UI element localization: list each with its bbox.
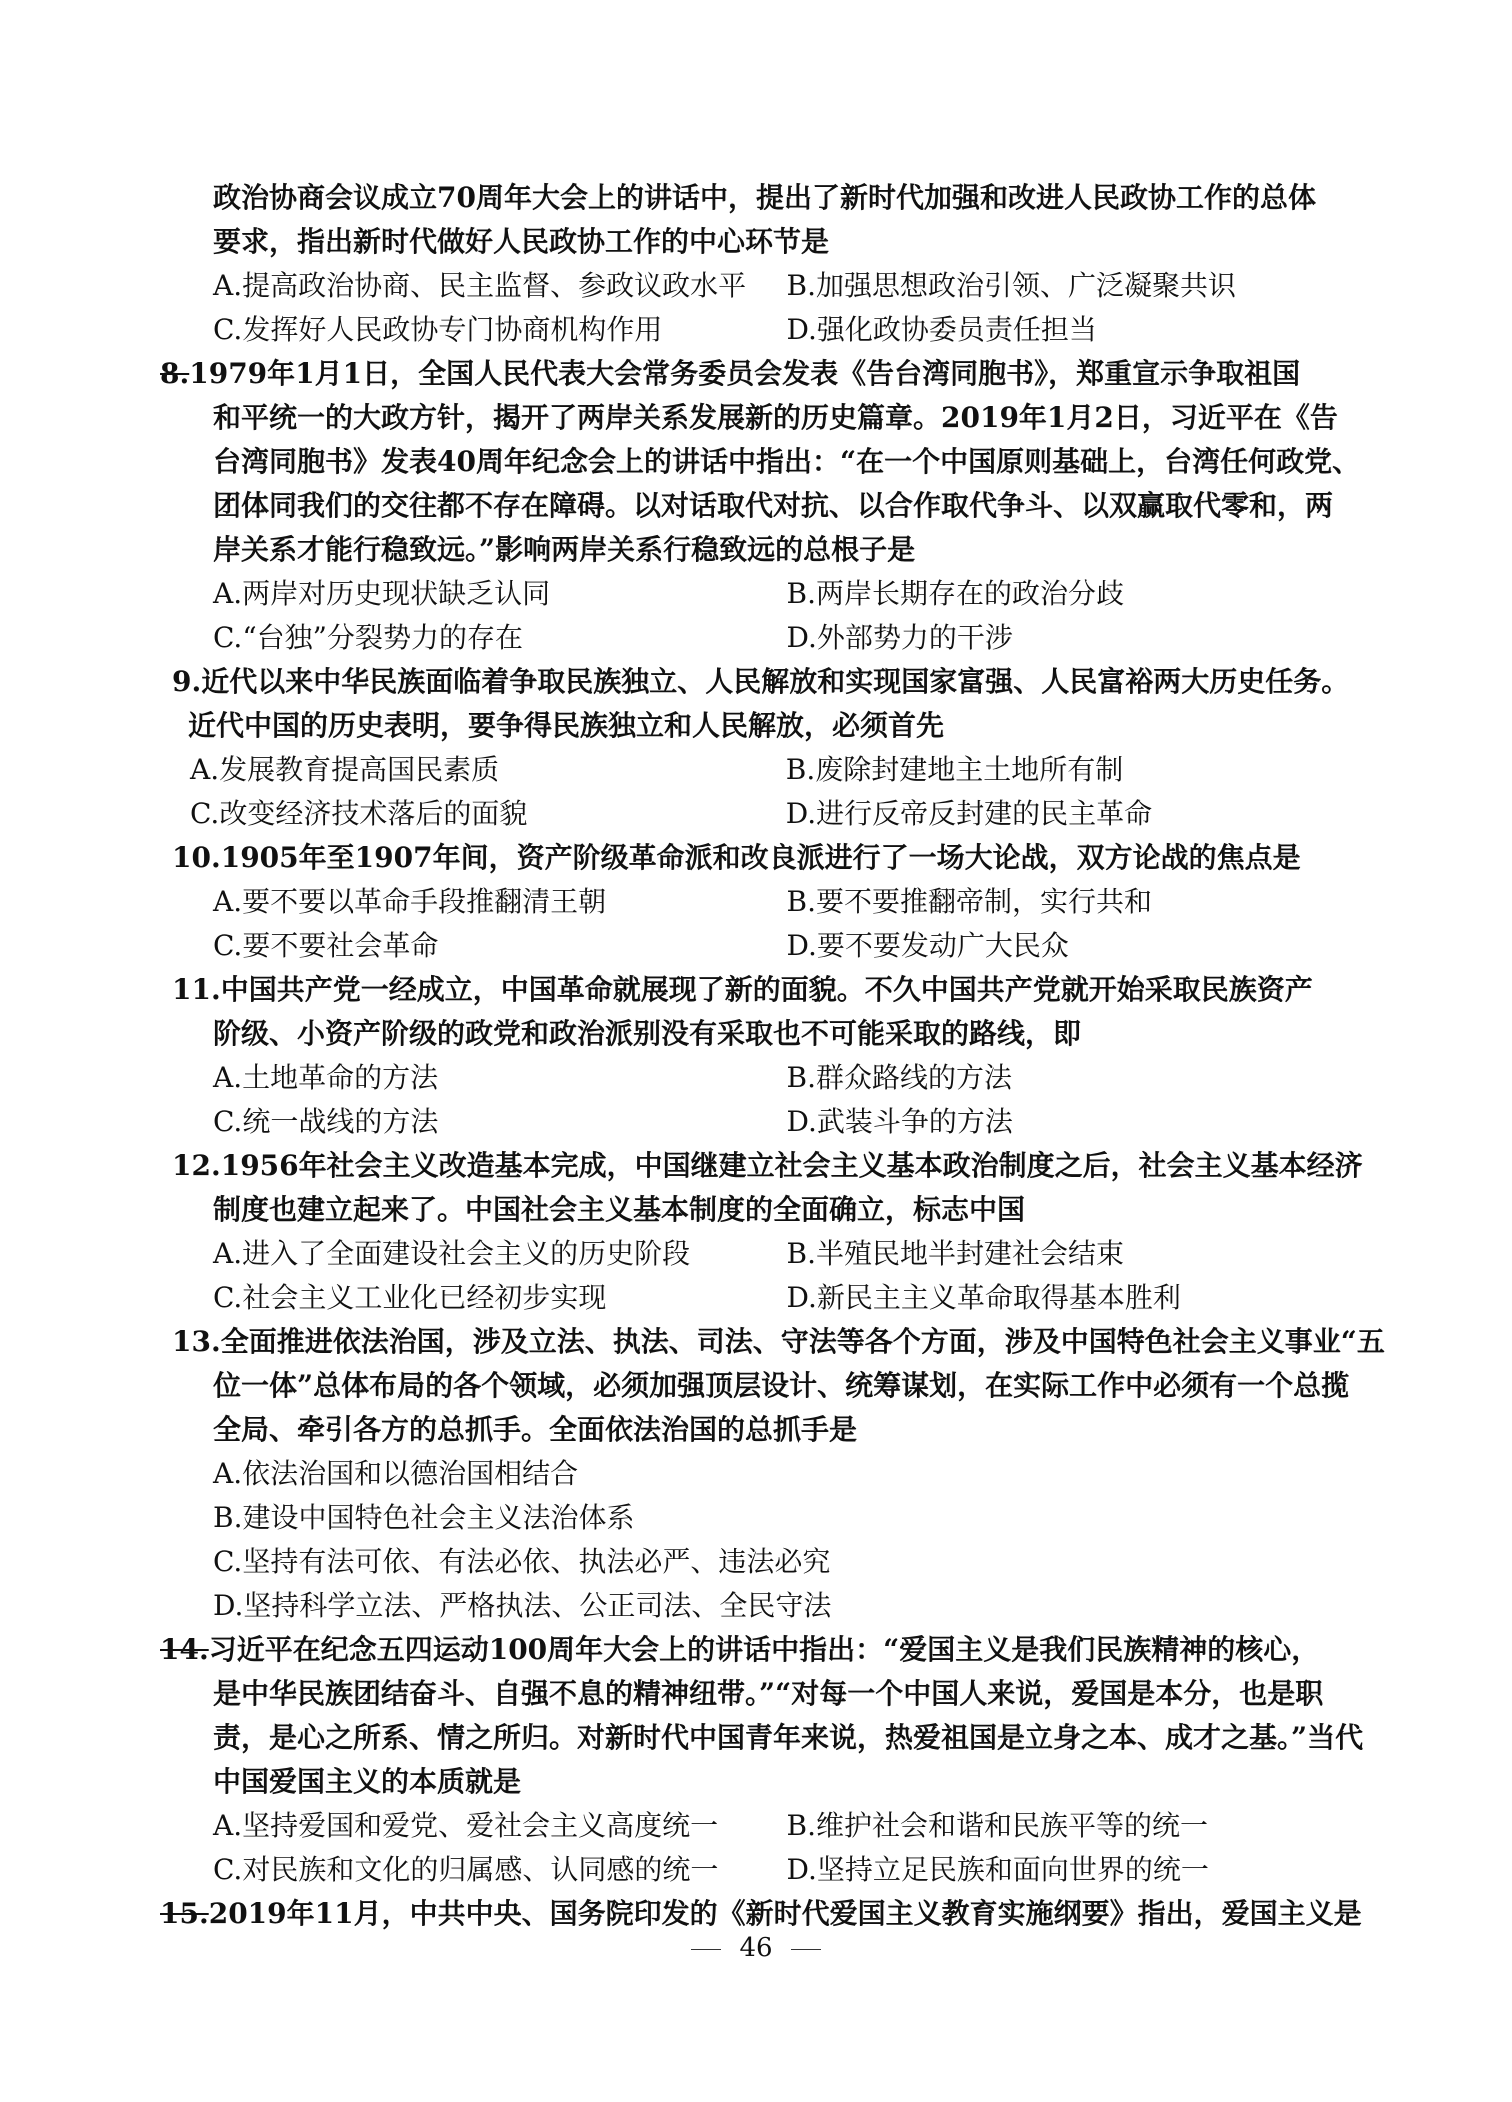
stem-line: 政治协商会议成立70周年大会上的讲话中，提出了新时代加强和改进人民政协工作的总体 — [213, 181, 1316, 214]
questions-content — [160, 176, 1385, 1936]
options-row — [160, 572, 1360, 616]
footer-dash-left — [691, 1949, 721, 1950]
stem-line — [160, 968, 1360, 1012]
stem-line: 是中华民族团结奋斗、自强不息的精神纽带。”“对每一个中国人来说，爱国是本分，也是职 — [213, 1677, 1324, 1710]
options-row — [160, 1848, 1360, 1892]
stem-line — [160, 1144, 1363, 1188]
question-11 — [160, 968, 1360, 1144]
page-footer — [0, 1928, 1512, 1968]
option-d: D.新民主主义革命取得基本胜利 — [786, 1281, 1181, 1314]
question-number: 9. — [172, 665, 202, 698]
option-b: B.群众路线的方法 — [786, 1061, 1012, 1094]
question-number: 10. — [172, 841, 221, 874]
stem-line — [160, 1320, 1385, 1364]
stem-line: 责，是心之所系、情之所归。对新时代中国青年来说，热爱祖国是立身之本、成才之基。”当代 — [213, 1721, 1364, 1754]
option-d: D.强化政协委员责任担当 — [786, 313, 1097, 346]
option-d: D.进行反帝反封建的民主革命 — [785, 797, 1153, 830]
stem-line: 制度也建立起来了。中国社会主义基本制度的全面确立，标志中国 — [213, 1193, 1026, 1226]
option-a: A.进入了全面建设社会主义的历史阶段 — [213, 1237, 691, 1270]
stem-line — [160, 836, 1360, 880]
option-c: C.对民族和文化的归属感、认同感的统一 — [213, 1853, 719, 1886]
stem-text: 1905年至1907年间，资产阶级革命派和改良派进行了一场大论战，双方论战的焦点是 — [220, 841, 1301, 874]
options-row — [160, 924, 1360, 968]
stem-line: 位一体”总体布局的各个领域，必须加强顶层设计、统筹谋划，在实际工作中必须有一个总揽 — [213, 1369, 1350, 1402]
option-c: C.坚持有法可依、有法必依、执法必严、违法必究 — [213, 1545, 831, 1578]
options-row — [160, 1232, 1360, 1276]
options-row — [160, 880, 1360, 924]
stem-line: 台湾同胞书》发表40周年纪念会上的讲话中指出：“在一个中国原则基础上，台湾任何政党、 — [213, 445, 1361, 478]
stem-line: 团体同我们的交往都不存在障碍。以对话取代对抗、以合作取代争斗、以双赢取代零和，两 — [213, 489, 1334, 522]
stem-text: 1979年1月1日，全国人民代表大会常务委员会发表《告台湾同胞书》，郑重宣示争取祖国 — [189, 357, 1301, 390]
options-row — [160, 1056, 1360, 1100]
stem-line: 和平统一的大政方针，揭开了两岸关系发展新的历史篇章。2019年1月2日，习近平在《告 — [213, 401, 1338, 434]
stem-line — [160, 660, 1360, 704]
options-row — [160, 1276, 1360, 1320]
footer-dash-right — [791, 1949, 821, 1950]
option-d: D.坚持立足民族和面向世界的统一 — [786, 1853, 1209, 1886]
option-a: A.要不要以革命手段推翻清王朝 — [213, 885, 607, 918]
stem-text: 近代以来中华民族面临着争取民族独立、人民解放和实现国家富强、人民富裕两大历史任务。 — [201, 665, 1350, 698]
option-d: D.武装斗争的方法 — [786, 1105, 1013, 1138]
stem-text: 习近平在纪念五四运动100周年大会上的讲话中指出：“爱国主义是我们民族精神的核心， — [208, 1633, 1320, 1666]
options-row — [160, 308, 1360, 352]
option-a: A.坚持爱国和爱党、爱社会主义高度统一 — [213, 1809, 719, 1842]
option-c: C.发挥好人民政协专门协商机构作用 — [213, 313, 663, 346]
question-10 — [160, 836, 1360, 968]
question-14 — [160, 1628, 1364, 1892]
question-number: 12. — [172, 1149, 221, 1182]
question-number: 13. — [172, 1325, 221, 1358]
option-d: D.坚持科学立法、严格执法、公正司法、全民守法 — [213, 1589, 832, 1622]
stem-line: 要求，指出新时代做好人民政协工作的中心环节是 — [213, 225, 830, 258]
option-b: B.废除封建地主土地所有制 — [785, 753, 1124, 786]
option-c: C.“台独”分裂势力的存在 — [213, 621, 523, 654]
option-c: C.社会主义工业化已经初步实现 — [213, 1281, 607, 1314]
stem-line: 岸关系才能行稳致远。”影响两岸关系行稳致远的总根子是 — [213, 533, 916, 566]
stem-text: 中国共产党一经成立，中国革命就展现了新的面貌。不久中国共产党就开始采取民族资产 — [220, 973, 1313, 1006]
option-c: C.要不要社会革命 — [213, 929, 439, 962]
option-a: A.发展教育提高国民素质 — [190, 753, 500, 786]
stem-line — [160, 352, 1360, 396]
stem-line: 阶级、小资产阶级的政党和政治派别没有采取也不可能采取的路线，即 — [213, 1017, 1082, 1050]
stem-line — [160, 1628, 1360, 1672]
question-number: 15. — [160, 1897, 209, 1930]
option-d: D.外部势力的干涉 — [786, 621, 1013, 654]
question-number: 8. — [160, 357, 190, 390]
question-12 — [160, 1144, 1363, 1320]
stem-line: 全局、牵引各方的总抓手。全面依法治国的总抓手是 — [213, 1413, 858, 1446]
options-row — [160, 1804, 1360, 1848]
question-number: 11. — [172, 973, 221, 1006]
option-b: B.加强思想政治引领、广泛凝聚共识 — [786, 269, 1236, 302]
stem-text: 1956年社会主义改造基本完成，中国继建立社会主义基本政治制度之后，社会主义基本经济 — [220, 1149, 1363, 1182]
option-a: A.土地革命的方法 — [213, 1061, 439, 1094]
option-a: A.两岸对历史现状缺乏认同 — [213, 577, 551, 610]
options-row — [160, 616, 1360, 660]
question-9 — [160, 660, 1360, 836]
stem-line: 近代中国的历史表明，要争得民族独立和人民解放，必须首先 — [188, 709, 945, 742]
option-b: B.维护社会和谐和民族平等的统一 — [786, 1809, 1208, 1842]
option-b: B.建设中国特色社会主义法治体系 — [213, 1501, 635, 1534]
page-number: 46 — [739, 1933, 773, 1963]
stem-text: 2019年11月，中共中央、国务院印发的《新时代爱国主义教育实施纲要》指出，爱国主义是 — [208, 1897, 1362, 1930]
option-c: C.统一战线的方法 — [213, 1105, 439, 1138]
stem-text: 全面推进依法治国，涉及立法、执法、司法、守法等各个方面，涉及中国特色社会主义事业“五 — [220, 1325, 1385, 1358]
options-row — [160, 792, 1360, 836]
options-row — [160, 748, 1360, 792]
option-b: B.两岸长期存在的政治分歧 — [786, 577, 1124, 610]
option-a: A.提高政治协商、民主监督、参政议政水平 — [213, 269, 747, 302]
options-row — [160, 1100, 1360, 1144]
question-8 — [160, 352, 1360, 660]
question-13 — [160, 1320, 1385, 1628]
stem-line: 中国爱国主义的本质就是 — [213, 1765, 522, 1798]
options-row — [160, 264, 1360, 308]
option-b: B.半殖民地半封建社会结束 — [786, 1237, 1124, 1270]
question-7 — [160, 176, 1360, 352]
question-number: 14. — [160, 1633, 209, 1666]
option-b: B.要不要推翻帝制，实行共和 — [786, 885, 1152, 918]
option-a: A.依法治国和以德治国相结合 — [213, 1457, 579, 1490]
option-c: C.改变经济技术落后的面貌 — [190, 797, 528, 830]
option-d: D.要不要发动广大民众 — [786, 929, 1069, 962]
